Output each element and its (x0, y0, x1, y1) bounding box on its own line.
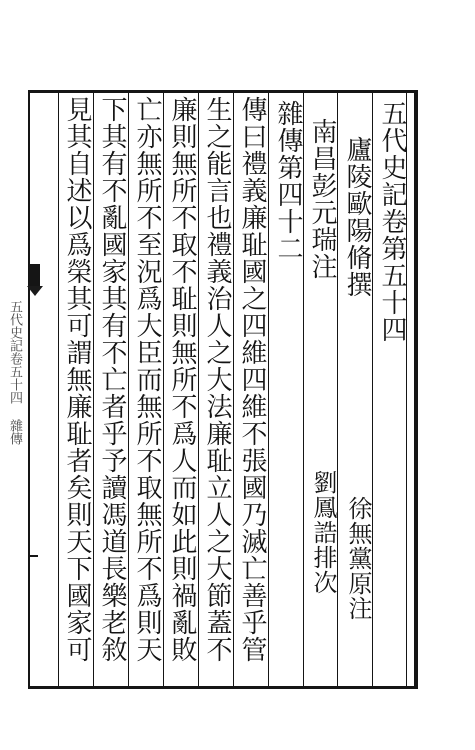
column-divider (233, 92, 234, 686)
fold-tick (30, 555, 38, 557)
column-divider (128, 92, 129, 686)
author-line: 廬陵歐陽脩撰 (342, 136, 372, 298)
column-divider (163, 92, 164, 686)
column-divider (58, 92, 59, 686)
text-line: 生之能言也禮義治人之大法廉耻立人之大節蓋不 (202, 96, 232, 663)
text-line: 下其有不亂國家其有不亡者乎予讀馮道長樂老敘 (97, 96, 127, 663)
text-line: 廉則無所不取不耻則無所不爲人而如此則禍亂敗 (167, 96, 197, 663)
text-line: 傳曰禮義廉耻國之四維四維不張國乃滅亡善乎管 (237, 96, 267, 663)
text-line: 見其自述以爲榮其可謂無廉耻者矣則天下國家可 (62, 96, 92, 663)
right-border-outer (414, 90, 418, 689)
bottom-border (28, 686, 416, 689)
text-line: 亡亦無所不至況爲大臣而無所不取無所不爲則天 (132, 96, 162, 663)
volume-title: 五代史記卷第五十四 (377, 100, 407, 343)
fold-fishtail-mark (27, 286, 43, 296)
column-divider (93, 92, 94, 686)
annotator-line: 徐無黨原注 (344, 496, 372, 621)
commentator-line: 南昌彭元瑞注 (307, 118, 337, 280)
chapter-heading: 雜傳第四十二 (273, 100, 303, 262)
fold-mark-bar (30, 264, 40, 286)
column-divider (268, 92, 269, 686)
margin-note: 五代史記卷五十四 雜傳 (7, 300, 22, 445)
left-border (28, 90, 30, 689)
top-border (28, 90, 416, 93)
column-divider (198, 92, 199, 686)
collator-line: 劉鳳誥排次 (309, 470, 337, 595)
